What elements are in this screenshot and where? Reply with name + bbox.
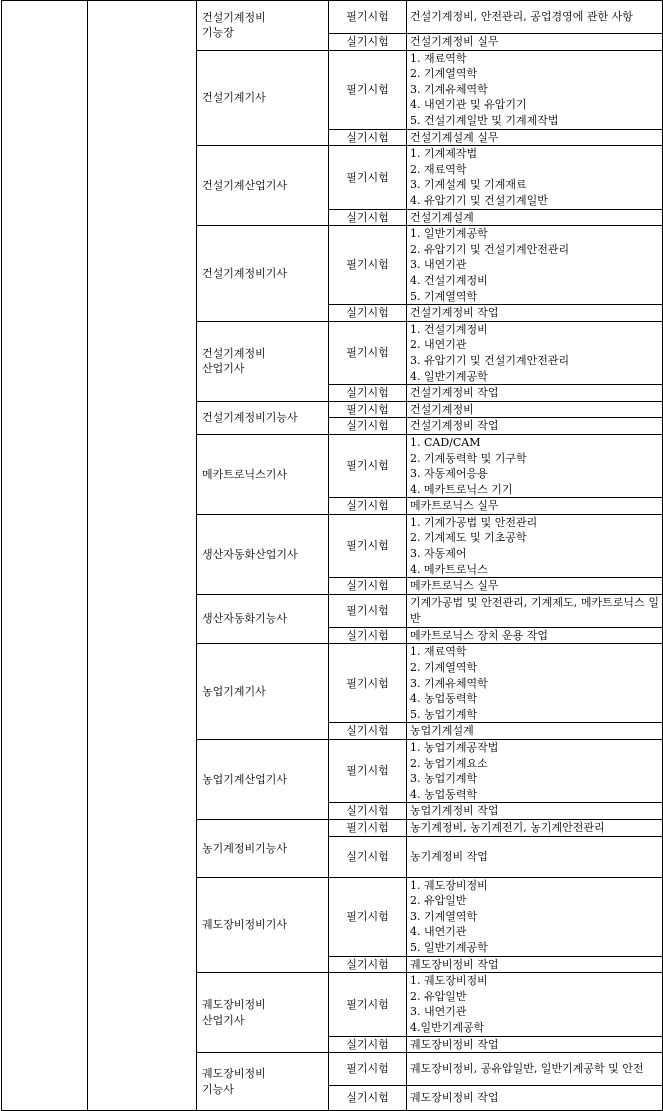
practical-exam-label: 실기시험 xyxy=(329,305,407,322)
written-exam-subjects xyxy=(407,1053,663,1086)
practical-exam-label: 실기시험 xyxy=(329,1036,407,1053)
subject-item: 1. 재료역학 xyxy=(410,645,467,659)
written-exam-label: 필기시험 xyxy=(329,146,407,209)
qualification-name-line: 건설기계정비기능사 xyxy=(202,411,298,425)
written-exam-label: 필기시험 xyxy=(329,226,407,305)
written-exam-subjects xyxy=(407,877,663,956)
subject-item: 기계가공법 및 안전관리, 기계제도, 메카트로닉스 일반 xyxy=(410,596,659,625)
written-exam-subjects xyxy=(407,973,663,1036)
practical-exam-label: 실기시험 xyxy=(329,803,407,820)
subject-item: 4.일반기계공학 xyxy=(410,1020,485,1034)
practical-exam-label: 실기시험 xyxy=(329,34,407,51)
qualification-name-line: 산업기사 xyxy=(202,1013,245,1027)
qualification-name xyxy=(197,50,329,146)
subject-item: 1. 궤도장비정비 xyxy=(410,878,488,892)
practical-exam-label: 실기시험 xyxy=(329,385,407,402)
qualification-name-line: 궤도장비정비기사 xyxy=(202,918,288,932)
qualification-name xyxy=(197,1,329,51)
practical-exam-subject: 메카트로닉스 장치 운용 작업 xyxy=(407,627,663,644)
written-exam-label: 필기시험 xyxy=(329,877,407,956)
qualification-name-line: 생산자동화기능사 xyxy=(202,612,288,626)
subject-item: 1. CAD/CAM xyxy=(410,435,481,449)
practical-exam-label: 실기시험 xyxy=(329,723,407,740)
written-exam-subjects xyxy=(407,644,663,723)
practical-exam-label: 실기시험 xyxy=(329,956,407,973)
subject-item: 2. 유압일반 xyxy=(410,894,467,908)
practical-exam-label: 실기시험 xyxy=(329,578,407,595)
written-exam-subjects xyxy=(407,321,663,384)
written-exam-subjects xyxy=(407,1,663,34)
written-exam-label: 필기시험 xyxy=(329,321,407,384)
subject-item: 4. 메카트로닉스 기기 xyxy=(410,482,513,496)
written-exam-subjects xyxy=(407,50,663,129)
qualification-name-line: 농기계정비기능사 xyxy=(202,841,288,855)
practical-exam-label: 실기시험 xyxy=(329,129,407,146)
qualification-name-line: 농업기계기사 xyxy=(202,684,266,698)
qualification-name-line: 건설기계산업기사 xyxy=(202,178,288,192)
written-exam-subjects xyxy=(407,226,663,305)
practical-exam-subject: 건설기계정비 작업 xyxy=(407,418,663,435)
subject-item: 4. 내연기관 xyxy=(410,925,467,939)
written-exam-label: 필기시험 xyxy=(329,514,407,577)
qualification-name-line: 메카트로닉스기사 xyxy=(202,467,288,481)
qualification-name-line: 건설기계기사 xyxy=(202,91,266,105)
subject-item: 4. 내연기관 및 유압기기 xyxy=(410,98,527,112)
qualification-name xyxy=(197,740,329,820)
qualification-name-line: 궤도장비정비 xyxy=(202,1067,266,1081)
qualification-name xyxy=(197,820,329,878)
subject-item: 5. 일반기계공학 xyxy=(410,940,488,954)
subject-item: 궤도장비정비, 공유압일반, 일반기계공학 및 안전 xyxy=(410,1062,644,1076)
qualification-table xyxy=(1,0,663,1111)
written-exam-label: 필기시험 xyxy=(329,740,407,803)
written-exam-label: 필기시험 xyxy=(329,594,407,627)
qualification-name-line: 산업기사 xyxy=(202,362,245,376)
practical-exam-subject: 궤도장비정비 작업 xyxy=(407,1086,663,1111)
written-exam-label: 필기시험 xyxy=(329,973,407,1036)
qualification-name xyxy=(197,146,329,226)
subject-item: 2. 기계제도 및 기초공학 xyxy=(410,531,527,545)
written-exam-label: 필기시험 xyxy=(329,401,407,418)
qualification-name-line: 농업기계산업기사 xyxy=(202,772,288,786)
written-exam-label: 필기시험 xyxy=(329,1053,407,1086)
subject-item: 건설기계정비, 안전관리, 공업경영에 관한 사항 xyxy=(410,10,633,24)
subject-item: 4. 메카트로닉스 xyxy=(410,562,488,576)
qualification-name xyxy=(197,877,329,973)
subject-item: 2. 유압기기 및 건설기계안전관리 xyxy=(410,242,570,256)
written-exam-subjects xyxy=(407,820,663,837)
subject-item: 4. 농업동력학 xyxy=(410,692,478,706)
subject-item: 2. 기계열역학 xyxy=(410,67,478,81)
subject-item: 3. 기계유체역학 xyxy=(410,676,488,690)
practical-exam-subject: 건설기계정비 작업 xyxy=(407,385,663,402)
subject-item: 4. 농업동력학 xyxy=(410,787,478,801)
practical-exam-subject: 농기계정비 작업 xyxy=(407,836,663,877)
qualification-name xyxy=(197,644,329,740)
qualification-name xyxy=(197,321,329,401)
practical-exam-subject: 메카트로닉스 실무 xyxy=(407,498,663,515)
practical-exam-subject: 궤도장비정비 작업 xyxy=(407,956,663,973)
subject-item: 4. 유압기기 및 건설기계일반 xyxy=(410,193,548,207)
qualification-name xyxy=(197,226,329,322)
qualification-name xyxy=(197,434,329,514)
subject-item: 2. 재료역학 xyxy=(410,162,467,176)
written-exam-subjects xyxy=(407,594,663,627)
subject-item: 3. 기계열역학 xyxy=(410,909,478,923)
subcategory-cell xyxy=(88,1,197,1111)
qualification-name xyxy=(197,514,329,594)
written-exam-label: 필기시험 xyxy=(329,820,407,837)
practical-exam-label: 실기시험 xyxy=(329,498,407,515)
practical-exam-label: 실기시험 xyxy=(329,418,407,435)
qualification-name-line: 궤도장비정비 xyxy=(202,998,266,1012)
practical-exam-subject: 궤도장비정비 작업 xyxy=(407,1036,663,1053)
practical-exam-subject: 메카트로닉스 실무 xyxy=(407,578,663,595)
subject-item: 4. 건설기계정비 xyxy=(410,273,488,287)
qualification-name-line: 기능사 xyxy=(202,1082,234,1096)
subject-item: 2. 기계동력학 및 기구학 xyxy=(410,451,527,465)
practical-exam-subject: 농업기계정비 작업 xyxy=(407,803,663,820)
subject-item: 4. 일반기계공학 xyxy=(410,369,488,383)
subject-item: 3. 자동제어 xyxy=(410,547,467,561)
written-exam-label: 필기시험 xyxy=(329,644,407,723)
subject-item: 1. 궤도장비정비 xyxy=(410,974,488,988)
qualification-name-line: 건설기계정비기사 xyxy=(202,266,288,280)
practical-exam-subject: 건설기계정비 작업 xyxy=(407,305,663,322)
qualification-name-line: 건설기계정비 xyxy=(202,10,266,24)
subject-item: 3. 내연기관 xyxy=(410,258,467,272)
qualification-name-line: 생산자동화산업기사 xyxy=(202,547,298,561)
written-exam-label: 필기시험 xyxy=(329,1,407,34)
qualification-name-line: 건설기계정비 xyxy=(202,346,266,360)
subject-item: 3. 자동제어응용 xyxy=(410,467,488,481)
subject-item: 3. 유압기기 및 건설기계안전관리 xyxy=(410,353,570,367)
practical-exam-subject: 건설기계설계 xyxy=(407,209,663,226)
subject-item: 1. 기계제작법 xyxy=(410,147,478,161)
practical-exam-subject: 건설기계정비 실무 xyxy=(407,34,663,51)
written-exam-subjects xyxy=(407,434,663,497)
subject-item: 2. 유압일반 xyxy=(410,989,467,1003)
subject-item: 3. 기계설계 및 기계재료 xyxy=(410,178,527,192)
practical-exam-subject: 건설기계설계 실무 xyxy=(407,129,663,146)
subject-item: 5. 농업기계학 xyxy=(410,707,478,721)
qualification-name xyxy=(197,1053,329,1111)
category-cell xyxy=(2,1,88,1111)
written-exam-subjects xyxy=(407,401,663,418)
written-exam-label: 필기시험 xyxy=(329,50,407,129)
practical-exam-label: 실기시험 xyxy=(329,1086,407,1111)
subject-item: 건설기계정비 xyxy=(410,402,474,416)
written-exam-subjects xyxy=(407,146,663,209)
written-exam-label: 필기시험 xyxy=(329,434,407,497)
subject-item: 2. 농업기계요소 xyxy=(410,756,488,770)
qualification-name xyxy=(197,594,329,644)
practical-exam-label: 실기시험 xyxy=(329,836,407,877)
subject-item: 1. 재료역학 xyxy=(410,51,467,65)
subject-item: 1. 일반기계공학 xyxy=(410,227,488,241)
qualification-name-line: 기능장 xyxy=(202,26,234,40)
subject-item: 3. 농업기계학 xyxy=(410,772,478,786)
qualification-row xyxy=(2,1,663,34)
subject-item: 1. 농업기계공작법 xyxy=(410,741,499,755)
practical-exam-label: 실기시험 xyxy=(329,209,407,226)
subject-item: 2. 기계열역학 xyxy=(410,661,478,675)
practical-exam-subject: 농업기계설계 xyxy=(407,723,663,740)
qualification-name xyxy=(197,973,329,1053)
qualification-name xyxy=(197,401,329,434)
subject-item: 1. 기계가공법 및 안전관리 xyxy=(410,515,538,529)
subject-item: 3. 기계유체역학 xyxy=(410,82,488,96)
written-exam-subjects xyxy=(407,740,663,803)
practical-exam-label: 실기시험 xyxy=(329,627,407,644)
subject-item: 1. 건설기계정비 xyxy=(410,322,488,336)
subject-item: 농기계정비, 농기계전기, 농기계안전관리 xyxy=(410,821,605,834)
subject-item: 5. 건설기계일반 및 기계제작법 xyxy=(410,113,559,127)
subject-item: 2. 내연기관 xyxy=(410,338,467,352)
subject-item: 5. 기계열역학 xyxy=(410,289,478,303)
subject-item: 3. 내연기관 xyxy=(410,1005,467,1019)
written-exam-subjects xyxy=(407,514,663,577)
